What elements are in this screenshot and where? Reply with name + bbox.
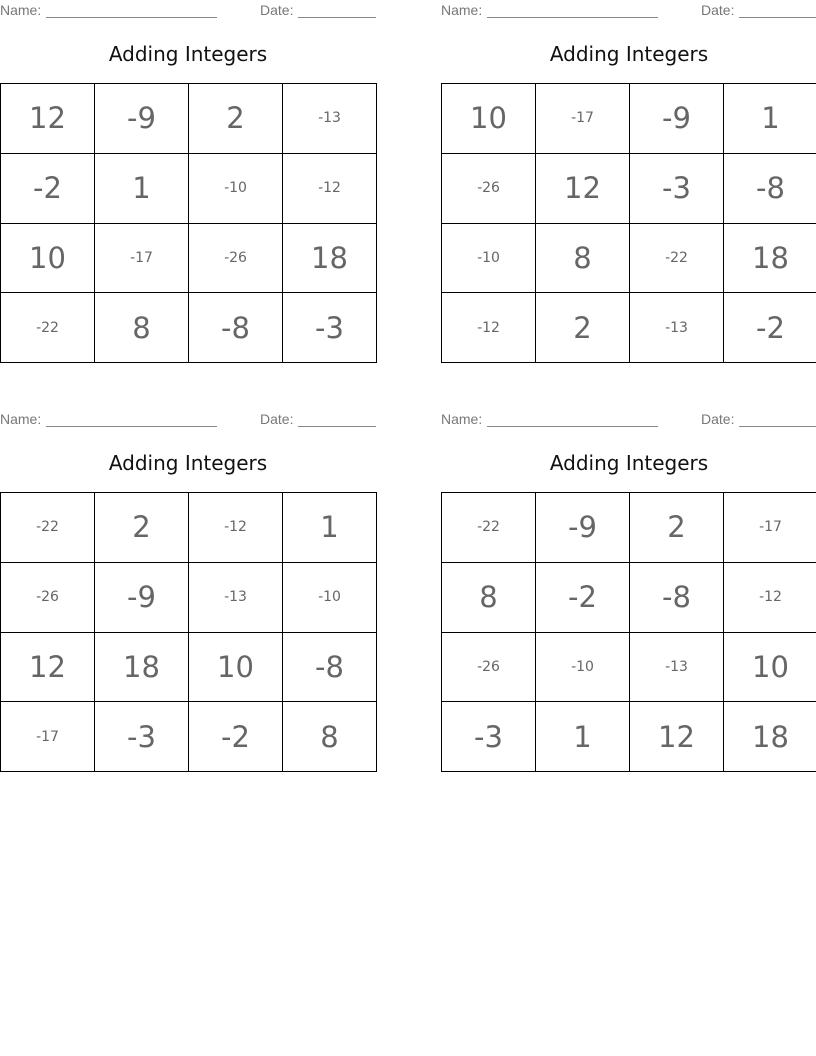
grid-cell: -3 [442,702,536,772]
grid-cell: -12 [442,293,536,363]
integer-grid [441,492,816,772]
grid-row [1,153,377,223]
grid-cell: 10 [442,84,536,154]
grid-cell: 12 [536,153,630,223]
grid-cell: 2 [630,493,724,563]
grid-cell: 18 [724,702,816,772]
grid-cell: -8 [283,632,377,702]
name-blank-line[interactable] [487,17,658,18]
name-date-header [441,2,816,20]
grid-cell: -12 [189,493,283,563]
grid-row [442,632,816,702]
grid-cell: 2 [95,493,189,563]
integer-grid [441,83,816,363]
grid-cell: 8 [536,223,630,293]
grid-cell: -17 [724,493,816,563]
grid-row [1,562,377,632]
name-label: Name: [0,2,42,18]
grid-row [1,223,377,293]
date-blank-line[interactable] [298,17,376,18]
grid-cell: -12 [283,153,377,223]
grid-cell: -8 [630,562,724,632]
grid-cell: -13 [283,84,377,154]
grid-cell: -17 [536,84,630,154]
grid-cell: 8 [442,562,536,632]
grid-cell: 12 [630,702,724,772]
grid-row [1,702,377,772]
grid-cell: 10 [189,632,283,702]
grid-cell: -10 [442,223,536,293]
grid-cell: -8 [189,293,283,363]
grid-cell: -17 [1,702,95,772]
grid-row [1,632,377,702]
grid-cell: 1 [536,702,630,772]
grid-cell: -10 [536,632,630,702]
grid-cell: -2 [1,153,95,223]
integer-grid [0,83,377,363]
name-blank-line[interactable] [487,426,658,427]
grid-row [1,84,377,154]
grid-cell: -22 [442,493,536,563]
worksheet-title: Adding Integers [108,42,268,66]
grid-cell: -8 [724,153,816,223]
worksheet-title: Adding Integers [108,451,268,475]
grid-cell: -26 [189,223,283,293]
grid-cell: -22 [1,293,95,363]
grid-row [442,702,816,772]
grid-row [1,293,377,363]
grid-cell: 18 [283,223,377,293]
grid-cell: 18 [724,223,816,293]
grid-row [442,223,816,293]
grid-cell: -9 [536,493,630,563]
grid-cell: -12 [724,562,816,632]
grid-cell: 2 [536,293,630,363]
date-blank-line[interactable] [739,426,816,427]
grid-cell: 10 [724,632,816,702]
name-label: Name: [441,2,483,18]
grid-row [442,293,816,363]
grid-cell: 10 [1,223,95,293]
grid-row [442,562,816,632]
grid-cell: -2 [189,702,283,772]
grid-cell: -10 [189,153,283,223]
grid-cell: -26 [442,153,536,223]
date-blank-line[interactable] [739,17,816,18]
grid-cell: -3 [95,702,189,772]
grid-cell: -26 [1,562,95,632]
grid-cell: 12 [1,632,95,702]
grid-cell: -10 [283,562,377,632]
grid-cell: 1 [724,84,816,154]
name-blank-line[interactable] [46,17,217,18]
grid-cell: -13 [189,562,283,632]
name-date-header [441,411,816,429]
date-label: Date: [701,2,735,18]
grid-cell: -13 [630,632,724,702]
name-date-header [0,411,376,429]
grid-cell: -17 [95,223,189,293]
date-label: Date: [701,411,735,427]
grid-row [442,84,816,154]
name-date-header [0,2,376,20]
grid-cell: 12 [1,84,95,154]
grid-row [442,153,816,223]
name-blank-line[interactable] [46,426,217,427]
grid-cell: -26 [442,632,536,702]
grid-row [1,493,377,563]
worksheet-title: Adding Integers [549,451,709,475]
grid-cell: 18 [95,632,189,702]
grid-cell: 2 [189,84,283,154]
grid-row [442,493,816,563]
grid-cell: -3 [283,293,377,363]
date-label: Date: [260,2,294,18]
grid-cell: 8 [283,702,377,772]
grid-cell: -9 [95,84,189,154]
name-label: Name: [0,411,42,427]
date-label: Date: [260,411,294,427]
worksheet-title: Adding Integers [549,42,709,66]
grid-cell: -22 [630,223,724,293]
grid-cell: -2 [536,562,630,632]
grid-cell: 1 [95,153,189,223]
grid-cell: -9 [95,562,189,632]
name-label: Name: [441,411,483,427]
integer-grid [0,492,377,772]
date-blank-line[interactable] [298,426,376,427]
grid-cell: -2 [724,293,816,363]
grid-cell: 8 [95,293,189,363]
grid-cell: -3 [630,153,724,223]
grid-cell: -13 [630,293,724,363]
grid-cell: 1 [283,493,377,563]
grid-cell: -22 [1,493,95,563]
grid-cell: -9 [630,84,724,154]
